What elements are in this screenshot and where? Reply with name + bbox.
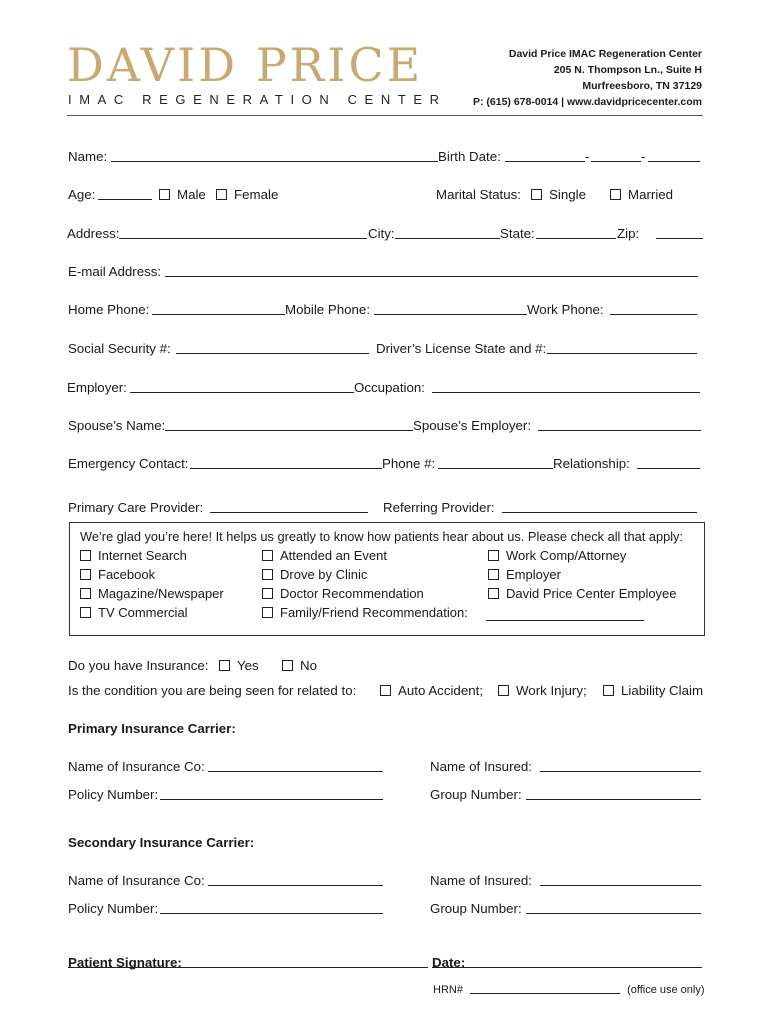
mobile-phone-field[interactable] xyxy=(374,314,527,315)
header-rule xyxy=(67,115,703,116)
insured-label: Name of Insured: xyxy=(430,759,532,774)
row-address xyxy=(68,221,704,241)
checkbox-icon[interactable] xyxy=(488,588,499,599)
primary-insurance-co-field[interactable] xyxy=(208,771,383,772)
state-label: State: xyxy=(500,226,535,241)
row-email xyxy=(68,259,704,279)
female-option[interactable]: Female xyxy=(216,187,278,202)
address-field[interactable] xyxy=(119,238,367,239)
checkbox-icon[interactable] xyxy=(216,189,227,200)
primary-insured-field[interactable] xyxy=(540,771,701,772)
insurance-co-label: Name of Insurance Co: xyxy=(68,759,205,774)
referral-option[interactable]: Employer xyxy=(488,567,561,582)
insured-label: Name of Insured: xyxy=(430,873,532,888)
male-option[interactable]: Male xyxy=(159,187,206,202)
referral-prompt: We’re glad you’re here! It helps us greatly to know how patients hear about us. Please check all that apply: xyxy=(80,529,683,544)
checkbox-icon[interactable] xyxy=(80,550,91,561)
secondary-insurance-co-field[interactable] xyxy=(208,885,383,886)
contact-line: Murfreesboro, TN 37129 xyxy=(582,80,702,92)
ssn-label: Social Security #: xyxy=(68,341,171,356)
contact-line: P: (615) 678-0014 | www.davidpricecenter.com xyxy=(473,96,702,108)
age-field[interactable] xyxy=(98,199,152,200)
referral-option[interactable]: Family/Friend Recommendation: xyxy=(262,605,468,620)
row-condition xyxy=(68,678,704,698)
referral-option[interactable]: Doctor Recommendation xyxy=(262,586,424,601)
referral-option[interactable]: David Price Center Employee xyxy=(488,586,677,601)
zip-field[interactable] xyxy=(656,238,703,239)
home-phone-label: Home Phone: xyxy=(68,302,150,317)
checkbox-icon[interactable] xyxy=(80,607,91,618)
row-secondary-policy xyxy=(68,896,704,916)
row-secondary-heading xyxy=(68,830,704,850)
condition-question: Is the condition you are being seen for related to: xyxy=(68,683,357,698)
work-injury-option[interactable]: Work Injury; xyxy=(498,683,587,698)
state-field[interactable] xyxy=(536,238,616,239)
liability-claim-option[interactable]: Liability Claim xyxy=(603,683,703,698)
insurance-no-option[interactable]: No xyxy=(282,658,317,673)
referral-option[interactable]: Work Comp/Attorney xyxy=(488,548,626,563)
name-label: Name: xyxy=(68,149,108,164)
checkbox-icon[interactable] xyxy=(488,550,499,561)
work-phone-label: Work Phone: xyxy=(527,302,604,317)
marital-status-label: Marital Status: xyxy=(436,187,521,202)
hrn-field[interactable] xyxy=(470,993,620,994)
logo-title: DAVID PRICE xyxy=(67,38,424,92)
referral-option[interactable]: Magazine/Newspaper xyxy=(80,586,224,601)
signature-date-field[interactable] xyxy=(432,967,702,968)
single-option[interactable]: Single xyxy=(531,187,586,202)
married-option[interactable]: Married xyxy=(610,187,673,202)
birth-year-field[interactable] xyxy=(648,161,700,162)
referral-option[interactable]: Facebook xyxy=(80,567,155,582)
occupation-field[interactable] xyxy=(432,392,700,393)
date-dash: - xyxy=(641,149,646,164)
policy-label: Policy Number: xyxy=(68,901,159,916)
city-field[interactable] xyxy=(395,238,500,239)
primary-policy-field[interactable] xyxy=(160,799,383,800)
checkbox-icon[interactable] xyxy=(262,550,273,561)
row-primary-heading xyxy=(68,716,704,736)
mobile-phone-label: Mobile Phone: xyxy=(285,302,371,317)
secondary-insurance-heading: Secondary Insurance Carrier: xyxy=(68,835,255,850)
row-primary-co xyxy=(68,754,704,774)
contact-line: David Price IMAC Regeneration Center xyxy=(508,48,702,60)
zip-label: Zip: xyxy=(617,226,640,241)
policy-label: Policy Number: xyxy=(68,787,159,802)
insurance-co-label: Name of Insurance Co: xyxy=(68,873,205,888)
checkbox-icon[interactable] xyxy=(80,569,91,580)
checkbox-icon[interactable] xyxy=(219,660,230,671)
row-insurance xyxy=(68,653,704,673)
checkbox-icon[interactable] xyxy=(159,189,170,200)
row-phones xyxy=(68,297,704,317)
spouse-name-field[interactable] xyxy=(165,430,413,431)
checkbox-icon[interactable] xyxy=(603,685,614,696)
patient-signature-field[interactable] xyxy=(68,967,428,968)
secondary-insured-field[interactable] xyxy=(540,885,701,886)
group-label: Group Number: xyxy=(430,787,522,802)
age-label: Age: xyxy=(68,187,96,202)
relationship-field[interactable] xyxy=(637,468,700,469)
row-providers xyxy=(68,495,704,515)
phone-label: Phone #: xyxy=(382,456,436,471)
ssn-field[interactable] xyxy=(176,353,369,354)
checkbox-icon[interactable] xyxy=(262,588,273,599)
checkbox-icon[interactable] xyxy=(282,660,293,671)
referral-box xyxy=(69,522,705,636)
row-secondary-co xyxy=(68,868,704,888)
hrn-row xyxy=(433,984,705,996)
birth-month-field[interactable] xyxy=(505,161,585,162)
hrn-note: (office use only) xyxy=(627,984,705,996)
spouse-name-label: Spouse’s Name: xyxy=(68,418,166,433)
city-label: City: xyxy=(368,226,395,241)
row-age xyxy=(68,182,704,202)
secondary-group-field[interactable] xyxy=(526,913,701,914)
patient-signature-label: Patient Signature: xyxy=(68,955,182,970)
row-name xyxy=(68,144,704,164)
spouse-employer-label: Spouse’s Employer: xyxy=(413,418,532,433)
date-dash: - xyxy=(585,149,590,164)
emergency-contact-field[interactable] xyxy=(190,468,382,469)
auto-accident-option[interactable]: Auto Accident; xyxy=(380,683,483,698)
row-spouse xyxy=(68,413,704,433)
row-primary-policy xyxy=(68,782,704,802)
contact-block xyxy=(473,46,702,110)
checkbox-icon[interactable] xyxy=(498,685,509,696)
primary-insurance-heading: Primary Insurance Carrier: xyxy=(68,721,236,736)
row-employer xyxy=(68,375,704,395)
employer-label: Employer: xyxy=(67,380,127,395)
hrn-label: HRN# xyxy=(433,984,463,996)
group-label: Group Number: xyxy=(430,901,522,916)
drivers-license-label: Driver’s License State and #: xyxy=(376,341,547,356)
row-emergency xyxy=(68,451,704,471)
checkbox-icon[interactable] xyxy=(380,685,391,696)
primary-care-label: Primary Care Provider: xyxy=(68,500,204,515)
family-friend-field[interactable] xyxy=(486,620,644,621)
occupation-label: Occupation: xyxy=(354,380,425,395)
insurance-question: Do you have Insurance: xyxy=(68,658,209,673)
row-signature xyxy=(68,950,704,970)
date-label: Date: xyxy=(432,955,466,970)
checkbox-icon[interactable] xyxy=(610,189,621,200)
home-phone-field[interactable] xyxy=(152,314,285,315)
primary-care-field[interactable] xyxy=(210,512,368,513)
name-field[interactable] xyxy=(111,161,438,162)
email-field[interactable] xyxy=(165,276,698,277)
referring-provider-label: Referring Provider: xyxy=(383,500,495,515)
drivers-license-field[interactable] xyxy=(547,353,697,354)
logo-subtitle: IMAC REGENERATION CENTER xyxy=(68,92,447,107)
referral-option[interactable]: Internet Search xyxy=(80,548,187,563)
primary-group-field[interactable] xyxy=(526,799,701,800)
contact-line: 205 N. Thompson Ln., Suite H xyxy=(553,64,702,76)
checkbox-icon[interactable] xyxy=(80,588,91,599)
birth-day-field[interactable] xyxy=(591,161,641,162)
email-label: E-mail Address: xyxy=(68,264,162,279)
referral-option[interactable]: Attended an Event xyxy=(262,548,387,563)
checkbox-icon[interactable] xyxy=(262,607,273,618)
insurance-yes-option[interactable]: Yes xyxy=(219,658,259,673)
secondary-policy-field[interactable] xyxy=(160,913,383,914)
referral-option[interactable]: Drove by Clinic xyxy=(262,567,367,582)
emergency-contact-label: Emergency Contact: xyxy=(68,456,189,471)
relationship-label: Relationship: xyxy=(553,456,630,471)
spouse-employer-field[interactable] xyxy=(538,430,701,431)
checkbox-icon[interactable] xyxy=(262,569,273,580)
referring-provider-field[interactable] xyxy=(502,512,697,513)
birth-date-label: Birth Date: xyxy=(438,149,501,164)
work-phone-field[interactable] xyxy=(610,314,697,315)
referral-option[interactable]: TV Commercial xyxy=(80,605,188,620)
checkbox-icon[interactable] xyxy=(488,569,499,580)
row-ssn xyxy=(68,336,704,356)
address-label: Address: xyxy=(67,226,120,241)
checkbox-icon[interactable] xyxy=(531,189,542,200)
phone-field[interactable] xyxy=(438,468,553,469)
employer-field[interactable] xyxy=(130,392,354,393)
